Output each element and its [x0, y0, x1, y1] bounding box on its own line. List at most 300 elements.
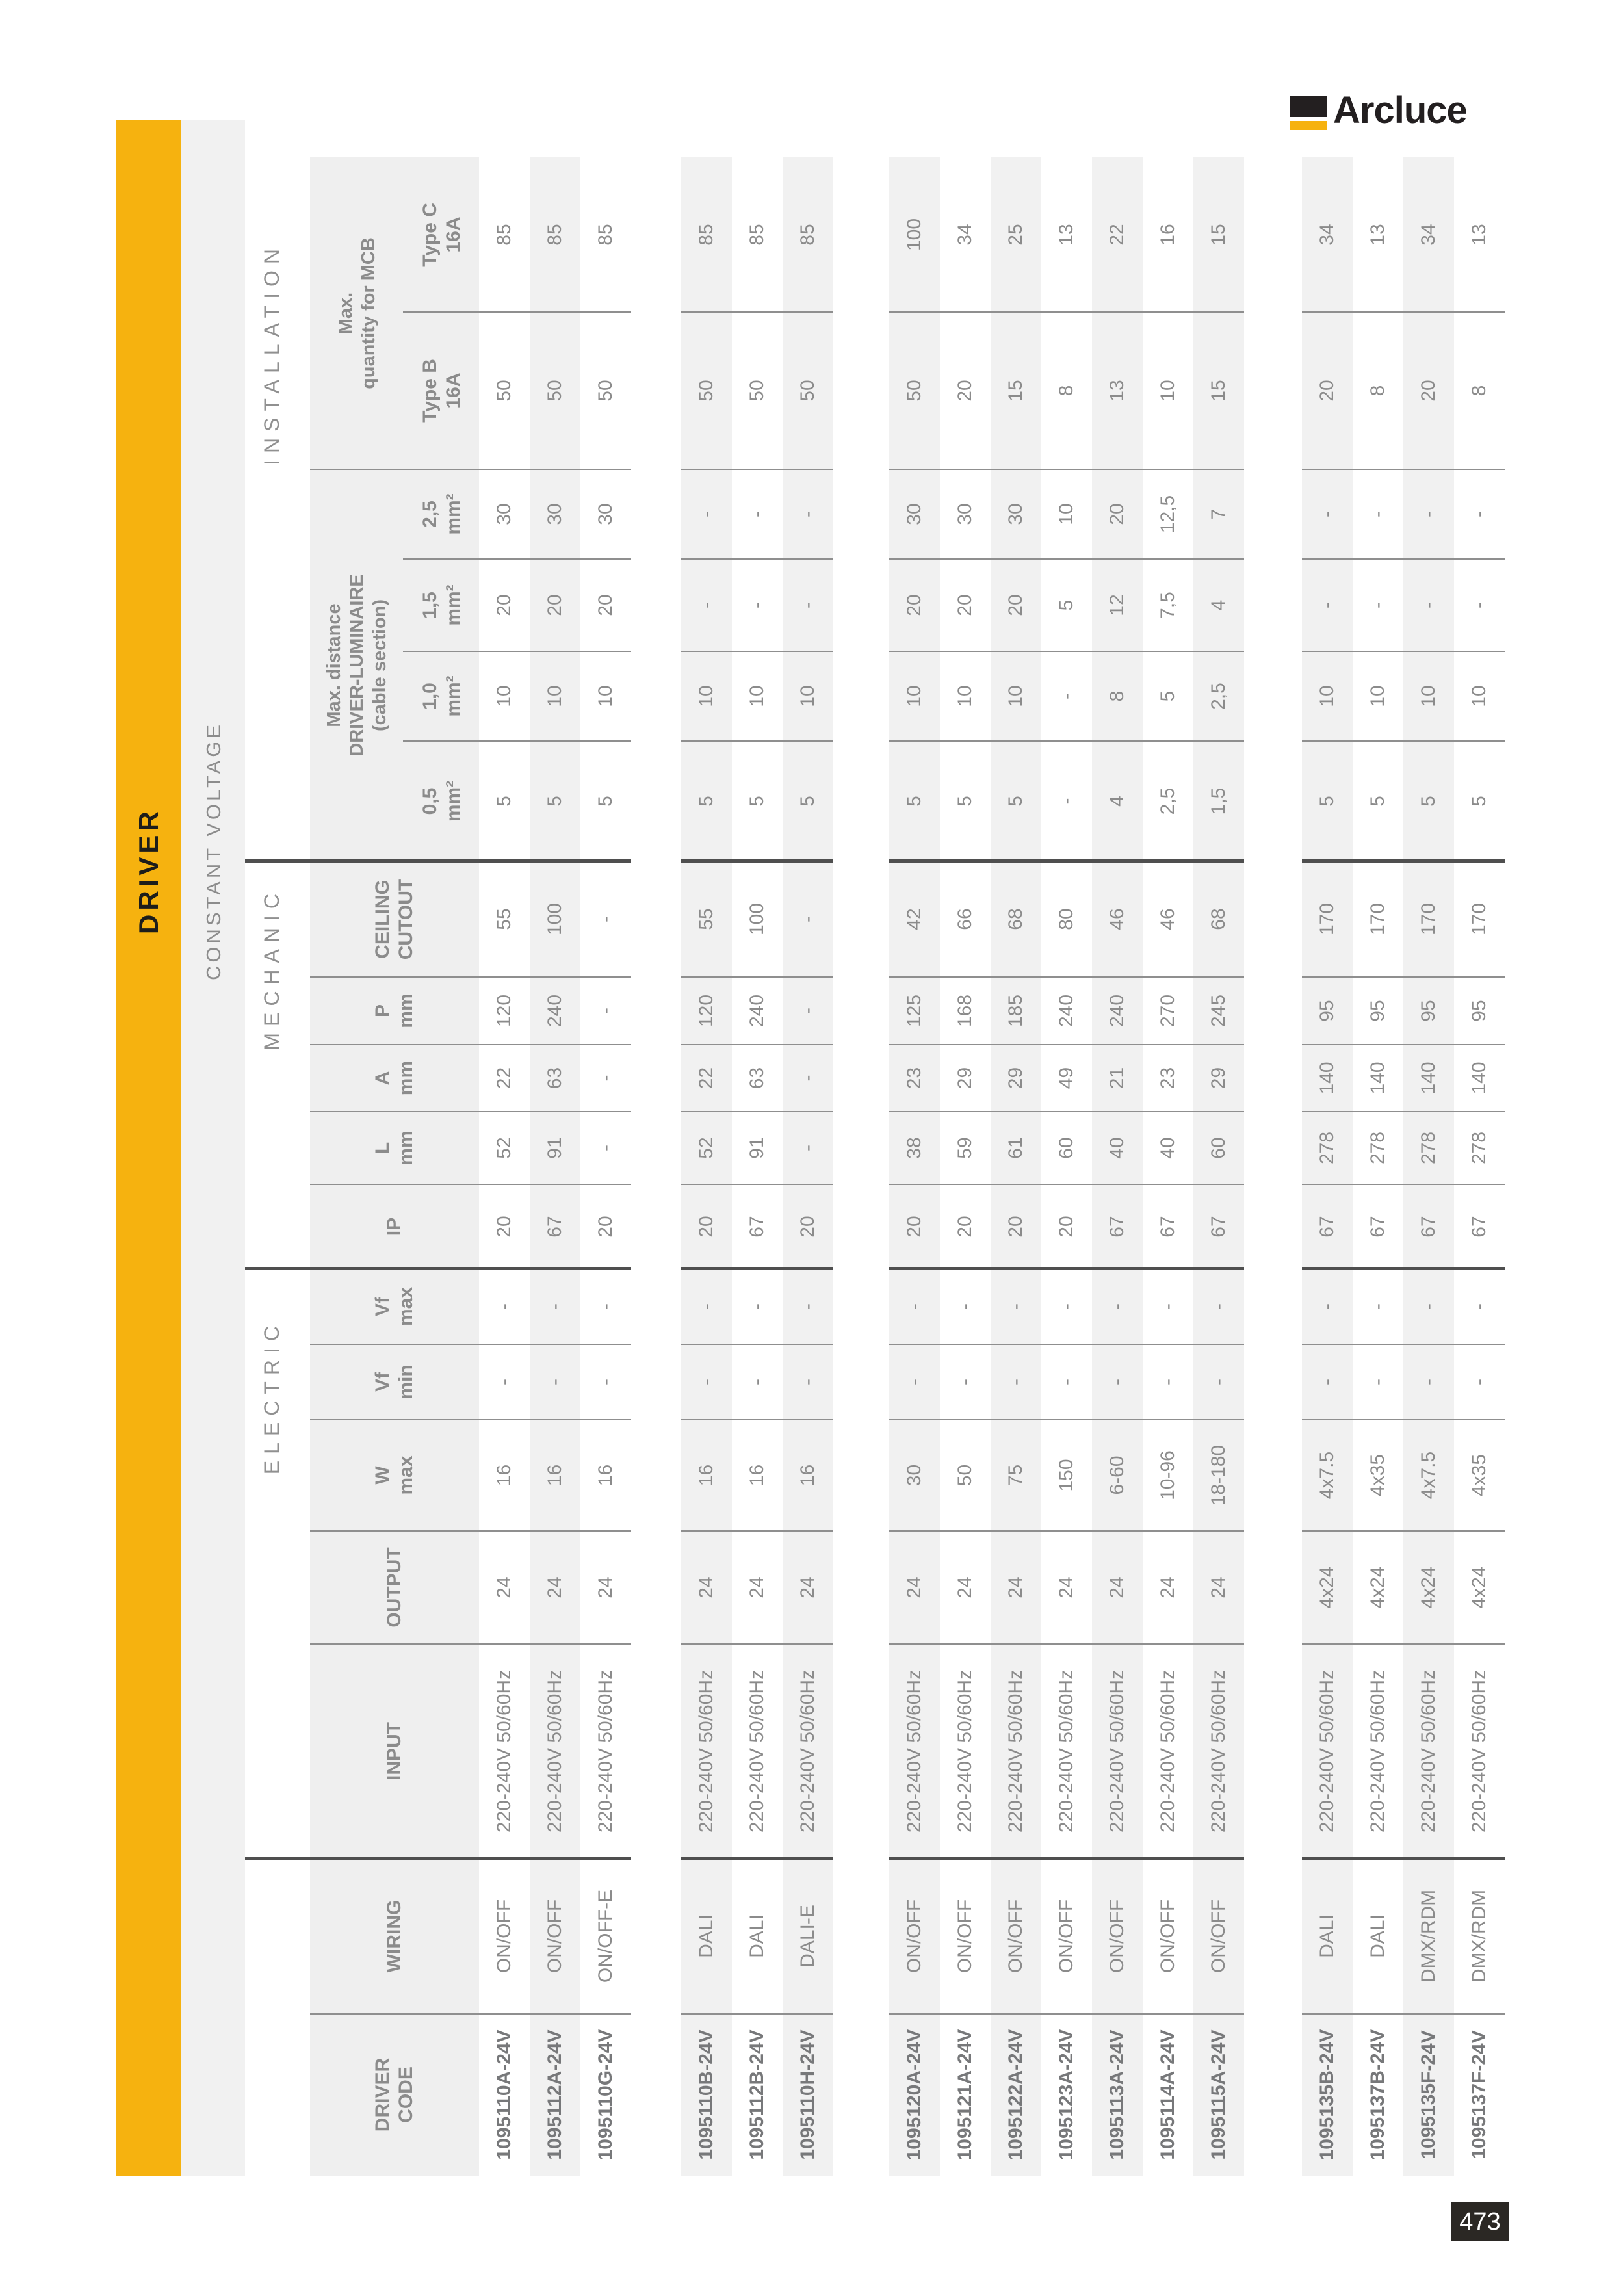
- data-cell-ip: 20: [797, 1216, 818, 1238]
- data-cell-mcb_c: 85: [797, 224, 818, 246]
- data-cell-c15: -: [1468, 602, 1490, 608]
- data-cell-cutout: 100: [746, 902, 768, 936]
- data-cell-ip: 20: [954, 1216, 976, 1238]
- col-header-mcb_b-line: 16A: [442, 372, 464, 409]
- data-cell-l: 91: [746, 1137, 768, 1159]
- col-header-l-line: mm: [395, 1130, 417, 1166]
- data-cell-c05: 2,5: [1157, 787, 1178, 815]
- data-cell-vfmin: -: [1418, 1379, 1439, 1385]
- data-cell-mcb_b: 50: [544, 380, 565, 402]
- col-header-output: [310, 1531, 479, 1644]
- data-cell-wmax: 4x7.5: [1418, 1451, 1439, 1500]
- data-cell-cutout: 170: [1367, 902, 1388, 936]
- data-cell-l: -: [595, 1145, 616, 1151]
- data-cell-vfmax: -: [595, 1303, 616, 1310]
- data-cell-output: 24: [954, 1576, 976, 1598]
- data-cell-c25: -: [695, 511, 717, 517]
- col-header-input: [310, 1644, 479, 1859]
- data-cell-cutout: 170: [1418, 902, 1439, 936]
- data-cell-l: 52: [695, 1137, 717, 1159]
- data-cell-wmax: 10-96: [1157, 1450, 1178, 1500]
- data-cell-cutout: 55: [493, 908, 515, 930]
- data-cell-c25: -: [746, 511, 768, 517]
- data-cell-vfmin: -: [954, 1379, 976, 1385]
- data-cell-c15: -: [1418, 602, 1439, 608]
- data-cell-c10: 10: [493, 685, 515, 707]
- col-header-code-line: CODE: [395, 2067, 417, 2123]
- data-cell-c05: 5: [695, 796, 717, 807]
- data-cell-c25: 10: [1056, 503, 1077, 525]
- col-header-c15-line: 1,5: [419, 592, 441, 619]
- data-cell-p: 120: [493, 994, 515, 1028]
- col-header-c10: [404, 651, 479, 741]
- data-cell-c10: 5: [1157, 690, 1178, 702]
- data-cell-wiring: ON/OFF: [1106, 1899, 1128, 1974]
- data-cell-c10: -: [1056, 693, 1077, 699]
- data-cell-c25: 12,5: [1157, 495, 1178, 534]
- data-cell-wiring: ON/OFF: [1157, 1899, 1178, 1974]
- data-cell-ip: 20: [1056, 1216, 1077, 1238]
- data-cell-output: 24: [493, 1576, 515, 1598]
- data-cell-wiring: DMX/RDM: [1418, 1889, 1439, 1983]
- col-header-c25: [404, 469, 479, 559]
- data-cell-c15: -: [1367, 602, 1388, 608]
- data-cell-cutout: 68: [1005, 908, 1026, 930]
- data-cell-l: 60: [1208, 1137, 1229, 1159]
- data-cell-c10: 10: [746, 685, 768, 707]
- data-cell-c15: -: [746, 602, 768, 608]
- data-cell-c05: 4: [1106, 796, 1128, 807]
- data-cell-mcb_b: 13: [1106, 380, 1128, 402]
- data-cell-ip: 67: [1106, 1216, 1128, 1238]
- data-cell-cutout: 42: [903, 908, 925, 930]
- col-header-mcb_b-line: Type B: [419, 359, 441, 423]
- data-cell-c10: 10: [954, 685, 976, 707]
- data-cell-input: 220-240V 50/60Hz: [1157, 1669, 1178, 1833]
- data-cell-c05: 5: [954, 796, 976, 807]
- data-cell-vfmax: -: [746, 1303, 768, 1310]
- data-cell-wiring: ON/OFF: [493, 1899, 515, 1974]
- data-cell-a: 140: [1316, 1062, 1338, 1095]
- data-cell-mcb_b: 15: [1005, 380, 1026, 402]
- data-cell-output: 24: [903, 1576, 925, 1598]
- data-cell-p: -: [595, 1008, 616, 1014]
- data-cell-mcb_c: 85: [746, 224, 768, 246]
- data-cell-mcb_b: 20: [954, 380, 976, 402]
- data-cell-mcb_b: 8: [1468, 385, 1490, 397]
- data-cell-mcb_b: 20: [1316, 380, 1338, 402]
- col-header-vfmax-line: max: [395, 1286, 417, 1327]
- data-cell-mcb_c: 13: [1367, 224, 1388, 246]
- data-cell-output: 24: [595, 1576, 616, 1598]
- data-cell-input: 220-240V 50/60Hz: [797, 1669, 818, 1833]
- data-cell-output: 4x24: [1468, 1566, 1490, 1609]
- data-cell-mcb_b: 50: [695, 380, 717, 402]
- data-cell-c05: 5: [1468, 796, 1490, 807]
- col-header-c05: [404, 741, 479, 861]
- col-header-vfmax: [310, 1269, 479, 1344]
- data-cell-c10: 10: [544, 685, 565, 707]
- subheader-cable-section: [310, 469, 404, 861]
- data-cell-ip: 67: [1316, 1216, 1338, 1238]
- data-cell-vfmax: -: [1005, 1303, 1026, 1310]
- data-cell-c05: 5: [1316, 796, 1338, 807]
- data-cell-mcb_c: 22: [1106, 224, 1128, 246]
- data-cell-c10: 10: [903, 685, 925, 707]
- data-cell-output: 24: [544, 1576, 565, 1598]
- data-cell-p: 240: [1056, 994, 1077, 1028]
- data-cell-cutout: 170: [1468, 902, 1490, 936]
- data-cell-c25: 7: [1208, 508, 1229, 520]
- data-cell-a: 140: [1468, 1062, 1490, 1095]
- data-cell-input: 220-240V 50/60Hz: [1367, 1669, 1388, 1833]
- data-cell-wiring: ON/OFF: [1056, 1899, 1077, 1974]
- data-cell-l: 278: [1468, 1131, 1490, 1165]
- data-cell-output: 24: [797, 1576, 818, 1598]
- col-header-c15-line: mm²: [442, 584, 464, 626]
- subheader-mcb-quantity: [310, 157, 404, 469]
- data-cell-l: 40: [1106, 1137, 1128, 1159]
- data-cell-mcb_c: 34: [1316, 224, 1338, 246]
- data-cell-wmax: 75: [1005, 1464, 1026, 1487]
- data-cell-c25: -: [797, 511, 818, 517]
- col-header-mcb_c-line: Type C: [419, 203, 441, 267]
- data-cell-wmax: 4x7.5: [1316, 1451, 1338, 1500]
- group-label-installation: INSTALLATION: [260, 242, 283, 465]
- data-cell-c10: 10: [595, 685, 616, 707]
- data-cell-vfmax: -: [695, 1303, 717, 1310]
- data-cell-l: 278: [1418, 1131, 1439, 1165]
- data-cell-cutout: 68: [1208, 908, 1229, 930]
- data-cell-wmax: 4x35: [1367, 1454, 1388, 1497]
- data-cell-mcb_c: 34: [1418, 224, 1439, 246]
- data-cell-c25: -: [1418, 511, 1439, 517]
- data-cell-wiring: DALI: [1367, 1914, 1388, 1958]
- data-cell-mcb_b: 50: [595, 380, 616, 402]
- driver-code-cell: 1095120A-24V: [903, 2029, 925, 2161]
- data-cell-ip: 67: [1468, 1216, 1490, 1238]
- data-cell-c05: 5: [493, 796, 515, 807]
- col-header-a: [310, 1045, 479, 1112]
- data-cell-wmax: 16: [544, 1464, 565, 1487]
- driver-code-cell: 1095110B-24V: [695, 2029, 717, 2160]
- driver-code-cell: 1095112A-24V: [544, 2029, 565, 2160]
- data-cell-c15: -: [695, 602, 717, 608]
- data-cell-a: 140: [1367, 1062, 1388, 1095]
- col-header-output-line: OUTPUT: [383, 1547, 405, 1628]
- data-cell-mcb_c: 100: [903, 218, 925, 252]
- data-cell-vfmin: -: [797, 1379, 818, 1385]
- data-cell-input: 220-240V 50/60Hz: [544, 1669, 565, 1833]
- col-header-c25-line: mm²: [442, 493, 464, 535]
- col-header-c05-line: 0,5: [419, 787, 441, 815]
- data-cell-a: 23: [1157, 1067, 1178, 1089]
- data-cell-p: 240: [1106, 994, 1128, 1028]
- data-cell-output: 24: [1157, 1576, 1178, 1598]
- data-cell-mcb_c: 34: [954, 224, 976, 246]
- col-header-mcb_b: [404, 312, 479, 469]
- data-cell-wiring: ON/OFF: [903, 1899, 925, 1974]
- data-cell-vfmax: -: [544, 1303, 565, 1310]
- data-cell-l: 52: [493, 1137, 515, 1159]
- data-cell-wiring: DALI: [695, 1914, 717, 1958]
- subheader-cable-section-line: DRIVER-LUMINAIRE: [346, 574, 367, 757]
- col-header-a-line: A: [372, 1071, 393, 1086]
- data-cell-c15: 20: [544, 594, 565, 616]
- data-cell-ip: 67: [1418, 1216, 1439, 1238]
- data-cell-mcb_c: 85: [595, 224, 616, 246]
- data-cell-input: 220-240V 50/60Hz: [1005, 1669, 1026, 1833]
- col-header-c15: [404, 559, 479, 651]
- col-header-vfmin-line: min: [395, 1364, 417, 1400]
- data-cell-l: 278: [1367, 1131, 1388, 1165]
- data-cell-a: -: [797, 1075, 818, 1082]
- data-cell-output: 24: [1005, 1576, 1026, 1598]
- data-cell-input: 220-240V 50/60Hz: [1316, 1669, 1338, 1833]
- col-header-wiring-line: WIRING: [383, 1899, 405, 1973]
- data-cell-output: 24: [1208, 1576, 1229, 1598]
- driver-code-cell: 1095110G-24V: [595, 2029, 616, 2161]
- col-header-c10-line: 1,0: [419, 683, 441, 710]
- data-cell-vfmax: -: [1106, 1303, 1128, 1310]
- data-cell-vfmin: -: [1005, 1379, 1026, 1385]
- data-cell-p: 245: [1208, 994, 1229, 1028]
- col-header-ip: [310, 1184, 479, 1269]
- data-cell-p: 120: [695, 994, 717, 1028]
- col-header-vfmin: [310, 1344, 479, 1420]
- data-cell-input: 220-240V 50/60Hz: [493, 1669, 515, 1833]
- data-cell-p: 125: [903, 994, 925, 1028]
- data-cell-input: 220-240V 50/60Hz: [954, 1669, 976, 1833]
- data-cell-wiring: DALI: [746, 1914, 768, 1958]
- driver-code-cell: 1095115A-24V: [1208, 2029, 1229, 2160]
- driver-code-cell: 1095123A-24V: [1056, 2029, 1077, 2161]
- col-header-vfmax-line: Vf: [372, 1297, 393, 1316]
- data-cell-a: 22: [695, 1067, 717, 1089]
- data-cell-ip: 67: [1367, 1216, 1388, 1238]
- data-cell-c15: 12: [1106, 594, 1128, 616]
- data-cell-input: 220-240V 50/60Hz: [1208, 1669, 1229, 1833]
- data-cell-vfmax: -: [903, 1303, 925, 1310]
- col-header-code: [310, 2014, 479, 2176]
- data-cell-c15: 20: [595, 594, 616, 616]
- data-cell-l: 60: [1056, 1137, 1077, 1159]
- data-cell-l: 59: [954, 1137, 976, 1159]
- data-cell-c05: 5: [797, 796, 818, 807]
- data-cell-c15: 5: [1056, 599, 1077, 611]
- data-cell-p: 168: [954, 994, 976, 1028]
- col-header-c10-line: mm²: [442, 675, 464, 717]
- data-cell-c10: 10: [1005, 685, 1026, 707]
- data-cell-vfmin: -: [595, 1379, 616, 1385]
- data-cell-wmax: 16: [695, 1464, 717, 1487]
- driver-code-cell: 1095113A-24V: [1106, 2029, 1128, 2160]
- data-cell-ip: 67: [544, 1216, 565, 1238]
- data-cell-l: 40: [1157, 1137, 1178, 1159]
- data-cell-c10: 10: [797, 685, 818, 707]
- data-cell-p: -: [797, 1008, 818, 1014]
- data-cell-mcb_c: 16: [1157, 224, 1178, 246]
- data-cell-p: 95: [1316, 1000, 1338, 1022]
- data-cell-c05: 5: [544, 796, 565, 807]
- data-cell-wiring: ON/OFF: [1005, 1899, 1026, 1974]
- data-cell-mcb_b: 50: [903, 380, 925, 402]
- data-cell-p: 240: [544, 994, 565, 1028]
- voltage-banner: [181, 120, 245, 2176]
- data-cell-ip: 20: [695, 1216, 717, 1238]
- group-label-mechanic: MECHANIC: [260, 887, 283, 1050]
- data-cell-output: 4x24: [1316, 1566, 1338, 1609]
- data-cell-vfmin: -: [1367, 1379, 1388, 1385]
- data-cell-mcb_b: 50: [797, 380, 818, 402]
- data-cell-c15: 4: [1208, 599, 1229, 611]
- data-cell-c15: 20: [493, 594, 515, 616]
- data-cell-wmax: 16: [493, 1464, 515, 1487]
- data-cell-a: 21: [1106, 1067, 1128, 1089]
- data-cell-input: 220-240V 50/60Hz: [746, 1669, 768, 1833]
- data-cell-vfmax: -: [1418, 1303, 1439, 1310]
- data-cell-a: -: [595, 1075, 616, 1082]
- data-cell-c05: -: [1056, 798, 1077, 805]
- data-cell-output: 24: [746, 1576, 768, 1598]
- data-cell-ip: 67: [746, 1216, 768, 1238]
- subheader-cable-section-line: Max. distance: [324, 603, 344, 727]
- data-cell-a: 140: [1418, 1062, 1439, 1095]
- data-cell-output: 24: [1056, 1576, 1077, 1598]
- data-cell-c10: 10: [1468, 685, 1490, 707]
- data-cell-wiring: ON/OFF: [1208, 1899, 1229, 1974]
- data-cell-wmax: 50: [954, 1464, 976, 1487]
- data-cell-wiring: DALI: [1316, 1914, 1338, 1958]
- col-header-p-line: P: [372, 1004, 393, 1018]
- data-cell-input: 220-240V 50/60Hz: [695, 1669, 717, 1833]
- data-cell-mcb_b: 20: [1418, 380, 1439, 402]
- data-cell-vfmin: -: [1468, 1379, 1490, 1385]
- data-cell-vfmin: -: [544, 1379, 565, 1385]
- data-cell-vfmin: -: [746, 1379, 768, 1385]
- data-cell-p: 95: [1367, 1000, 1388, 1022]
- data-cell-c10: 10: [1367, 685, 1388, 707]
- data-cell-mcb_b: 50: [746, 380, 768, 402]
- data-cell-vfmax: -: [1208, 1303, 1229, 1310]
- data-cell-wmax: 16: [746, 1464, 768, 1487]
- data-cell-c10: 2,5: [1208, 683, 1229, 710]
- data-cell-c10: 10: [1316, 685, 1338, 707]
- col-header-c25-line: 2,5: [419, 501, 441, 528]
- col-header-mcb_c: [404, 157, 479, 312]
- data-cell-wiring: DALI-E: [797, 1905, 818, 1968]
- data-cell-p: 95: [1418, 1000, 1439, 1022]
- driver-code-cell: 1095135B-24V: [1316, 2029, 1338, 2161]
- data-cell-cutout: 170: [1316, 902, 1338, 936]
- data-cell-p: 270: [1157, 994, 1178, 1028]
- data-cell-wmax: 4x35: [1468, 1454, 1490, 1497]
- data-cell-c25: 30: [903, 503, 925, 525]
- data-cell-l: 38: [903, 1137, 925, 1159]
- data-cell-c25: 30: [493, 503, 515, 525]
- data-cell-vfmax: -: [1316, 1303, 1338, 1310]
- subheader-mcb-quantity-line: quantity for MCB: [357, 237, 379, 389]
- col-header-l-line: L: [372, 1141, 393, 1155]
- col-header-input-line: INPUT: [383, 1722, 405, 1781]
- col-header-wiring: [310, 1859, 479, 2014]
- data-cell-c05: 5: [1367, 796, 1388, 807]
- data-cell-vfmax: -: [797, 1303, 818, 1310]
- data-cell-mcb_c: 15: [1208, 224, 1229, 246]
- data-cell-vfmax: -: [493, 1303, 515, 1310]
- data-cell-c05: 1,5: [1208, 787, 1229, 815]
- col-header-cutout-line: CUTOUT: [395, 878, 417, 960]
- data-cell-c25: -: [1316, 511, 1338, 517]
- data-cell-vfmax: -: [954, 1303, 976, 1310]
- data-cell-vfmax: -: [1157, 1303, 1178, 1310]
- data-cell-c25: 30: [595, 503, 616, 525]
- data-cell-a: 63: [746, 1067, 768, 1089]
- data-cell-cutout: 46: [1157, 908, 1178, 930]
- data-cell-ip: 20: [903, 1216, 925, 1238]
- banner-subtitle: CONSTANT VOLTAGE: [202, 721, 225, 980]
- data-cell-c25: 20: [1106, 503, 1128, 525]
- data-cell-mcb_c: 25: [1005, 224, 1026, 246]
- data-cell-output: 24: [695, 1576, 717, 1598]
- data-cell-c10: 10: [695, 685, 717, 707]
- data-cell-c05: 5: [595, 796, 616, 807]
- data-cell-c25: -: [1367, 511, 1388, 517]
- data-cell-wmax: 6-60: [1106, 1455, 1128, 1495]
- driver-code-cell: 1095110H-24V: [797, 2029, 818, 2160]
- group-label-electric: ELECTRIC: [260, 1320, 283, 1475]
- data-cell-vfmin: -: [1208, 1379, 1229, 1385]
- data-cell-mcb_c: 85: [695, 224, 717, 246]
- data-cell-c05: 5: [903, 796, 925, 807]
- data-cell-ip: 67: [1157, 1216, 1178, 1238]
- data-cell-c15: 20: [903, 594, 925, 616]
- data-cell-mcb_c: 85: [544, 224, 565, 246]
- data-cell-cutout: 55: [695, 908, 717, 930]
- data-cell-wiring: ON/OFF: [954, 1899, 976, 1974]
- col-header-p-line: mm: [395, 993, 417, 1028]
- col-header-a-line: mm: [395, 1060, 417, 1096]
- data-cell-c15: -: [797, 602, 818, 608]
- driver-code-cell: 1095135F-24V: [1418, 2030, 1439, 2159]
- data-cell-wmax: 16: [595, 1464, 616, 1487]
- data-cell-mcb_b: 50: [493, 380, 515, 402]
- data-cell-l: 278: [1316, 1131, 1338, 1165]
- banner-title: DRIVER: [133, 807, 164, 934]
- data-cell-ip: 67: [1208, 1216, 1229, 1238]
- driver-code-cell: 1095137B-24V: [1367, 2029, 1388, 2161]
- logo-text: Arcluce: [1333, 89, 1467, 131]
- data-cell-mcb_b: 10: [1157, 380, 1178, 402]
- data-cell-cutout: -: [595, 916, 616, 922]
- data-cell-cutout: 80: [1056, 908, 1077, 930]
- data-cell-input: 220-240V 50/60Hz: [903, 1669, 925, 1833]
- data-cell-vfmin: -: [695, 1379, 717, 1385]
- data-cell-cutout: 66: [954, 908, 976, 930]
- data-cell-a: 23: [903, 1067, 925, 1089]
- data-cell-wmax: 18-180: [1208, 1444, 1229, 1506]
- data-cell-a: 63: [544, 1067, 565, 1089]
- data-cell-a: 22: [493, 1067, 515, 1089]
- data-cell-vfmin: -: [1316, 1379, 1338, 1385]
- data-cell-a: 29: [954, 1067, 976, 1089]
- data-cell-cutout: 100: [544, 902, 565, 936]
- data-cell-output: 4x24: [1367, 1566, 1388, 1609]
- data-cell-mcb_c: 85: [493, 224, 515, 246]
- data-cell-vfmin: -: [1157, 1379, 1178, 1385]
- driver-banner: [116, 120, 181, 2176]
- data-cell-p: 240: [746, 994, 768, 1028]
